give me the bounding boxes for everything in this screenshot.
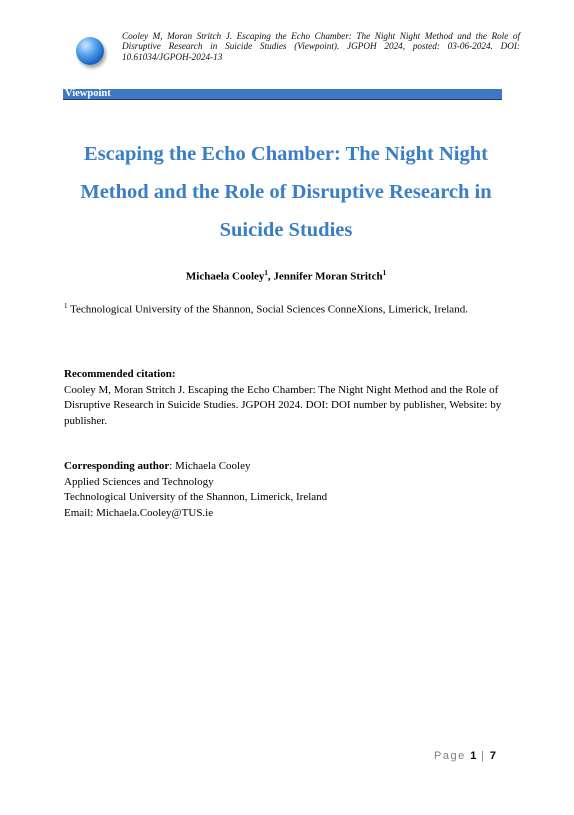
corresponding-line bbox=[64, 459, 514, 475]
author-name: Michaela Cooley bbox=[185, 270, 265, 283]
page-word: Page bbox=[434, 750, 466, 762]
corresponding-email[interactable]: Email: Michaela.Cooley@TUS.ie bbox=[64, 506, 214, 519]
title-line: Method and the Role of Disruptive Research in bbox=[80, 181, 492, 203]
corresponding-dept: Applied Sciences and Technology bbox=[64, 475, 214, 488]
affiliation-text: Technological University of the Shannon, Social Sciences ConneXions, Limerick, Ireland. bbox=[70, 303, 468, 316]
total-pages: 7 bbox=[489, 750, 496, 762]
page-separator: | bbox=[480, 750, 486, 762]
corresponding-label: Corresponding author bbox=[64, 460, 170, 472]
author-list bbox=[60, 269, 512, 283]
corresponding-name: : Michaela Cooley bbox=[169, 460, 251, 472]
paper-title bbox=[60, 135, 512, 249]
affiliation-mark: 1 bbox=[64, 302, 68, 310]
title-line: Escaping the Echo Chamber: The Night Night bbox=[84, 143, 488, 165]
affiliation bbox=[64, 302, 524, 316]
section-label: Viewpoint bbox=[65, 88, 111, 99]
recommended-citation bbox=[64, 367, 514, 429]
author-affiliation-mark: 1 bbox=[382, 269, 387, 277]
author-affiliation-mark: 1 bbox=[264, 269, 268, 277]
author-separator: , bbox=[267, 270, 274, 283]
page-number bbox=[434, 750, 496, 762]
running-head: Cooley M, Moran Stritch J. Escaping the Echo Chamber: The Night Night Method and the Role of Disruptive Research in Suicide Studies (Viewpoint). JGPOH 2024, posted: 03-06-2024. DOI: 10.61034/JGPOH-2024-13 bbox=[122, 31, 520, 62]
author-name: Jennifer Moran Stritch bbox=[273, 270, 383, 283]
current-page: 1 bbox=[470, 750, 477, 762]
corresponding-author bbox=[64, 459, 514, 521]
corresponding-institution: Technological University of the Shannon, Limerick, Ireland bbox=[64, 491, 328, 503]
citation-text: Cooley M, Moran Stritch J. Escaping the Echo Chamber: The Night Night Method and the Role of Disruptive Research in Suicide Studies. JGPOH 2024. DOI: DOI number by publisher, Website: by publisher. bbox=[64, 383, 502, 427]
citation-heading: Recommended citation: bbox=[64, 368, 176, 380]
journal-logo-globe-icon bbox=[76, 37, 104, 65]
title-line: Suicide Studies bbox=[219, 219, 353, 241]
section-bar bbox=[63, 89, 502, 100]
